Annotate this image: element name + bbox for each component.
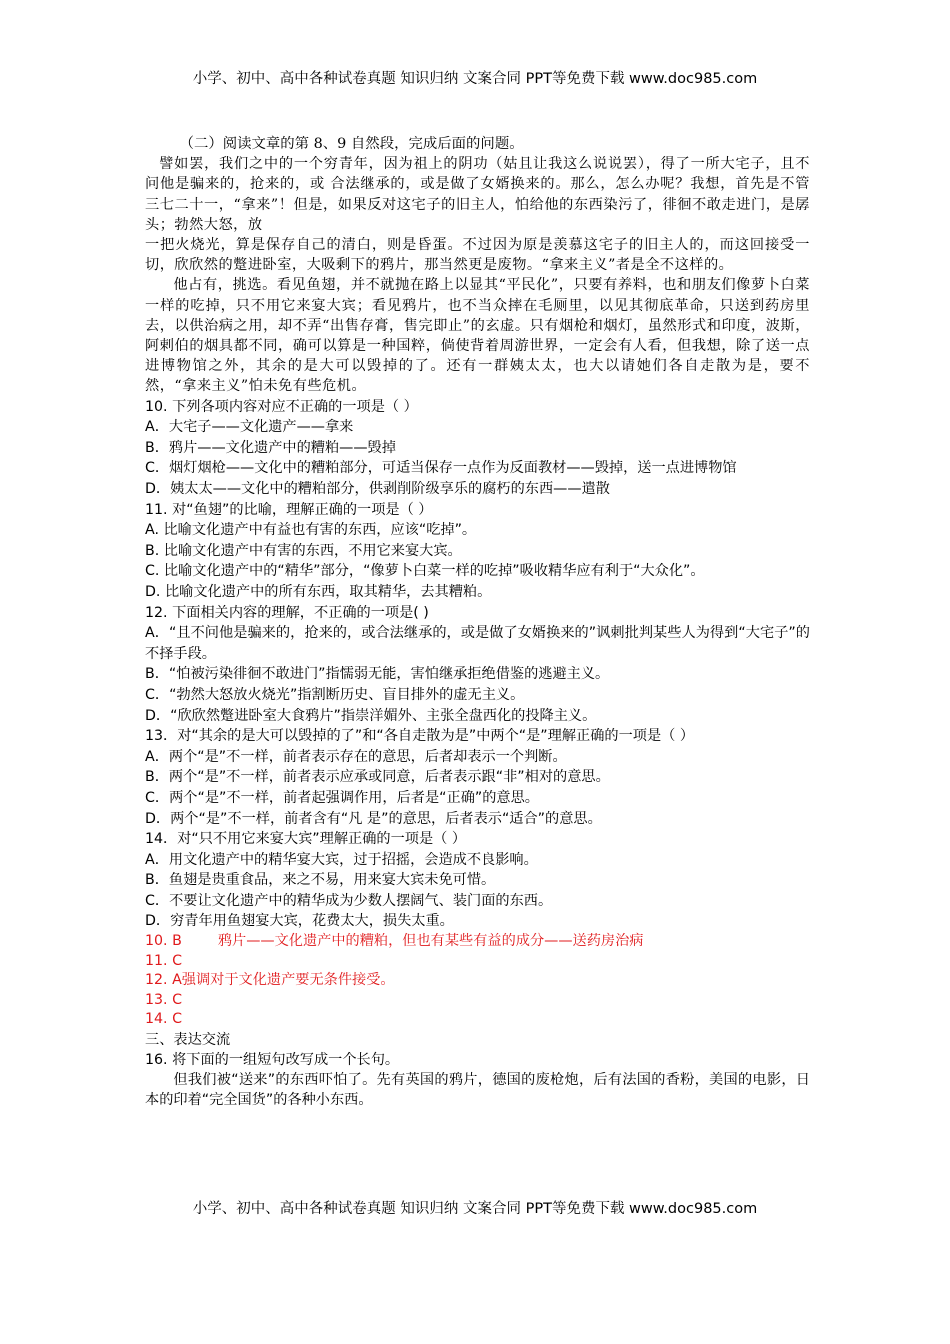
option-a: A. 比喻文化遗产中有益也有害的东西，应该“吃掉”。 [145, 522, 477, 539]
option-d: D．姨太太——文化中的糟粕部分，供剥削阶级享乐的腐朽的东西——遣散 [145, 481, 610, 498]
answer-12 [145, 971, 810, 991]
option-a: A．“且不问他是骗来的，抢来的，或合法继承的，或是做了女婿换来的”讽刺批判某些人为得到“大宅子”的不择手段。 [145, 625, 810, 662]
option-b: B．鱼翅是贵重食品，来之不易，用来宴大宾未免可惜。 [145, 872, 496, 889]
answer-10 [145, 932, 810, 952]
question-11 [145, 500, 810, 603]
question-stem: 11. 对“鱼翅”的比喻，理解正确的一项是（ ） [145, 501, 433, 518]
section-title: （二）阅读文章的第 8、9 自然段，完成后面的问题。 [179, 136, 524, 152]
passage-paragraph-1b: 一把火烧光，算是保存自己的清白，则是昏蛋。不过因为原是羡慕这宅子的旧主人的，而这回接受一切，欣欣然的蹩进卧室，大吸剩下的鸦片，那当然更是废物。“拿来主义”者是全不这样的。 [145, 237, 810, 274]
question-12 [145, 603, 810, 727]
reading-passage [145, 154, 810, 396]
part-three-title: 三、表达交流 [145, 1032, 231, 1049]
option-b: B．两个“是”不一样，前者表示应承或同意，后者表示跟“非”相对的意思。 [145, 769, 610, 786]
option-b: B. 比喻文化遗产中有害的东西，不用它来宴大宾。 [145, 542, 462, 559]
answer-number: 12. A [145, 972, 182, 989]
answer-13 [145, 991, 810, 1011]
option-c: C. 比喻文化遗产中的“精华”部分，“像萝卜白菜一样的吃掉”吸收精华应有利于“大众化”。 [145, 563, 705, 580]
answer-key [145, 932, 810, 1030]
option-d: D．穷青年用鱼翅宴大宾，花费太大，损失太重。 [145, 913, 454, 930]
answer-number: 14. C [145, 1011, 182, 1028]
option-c: C．烟灯烟枪——文化中的糟粕部分，可适当保存一点作为反面教材——毁掉，送一点进博物馆 [145, 460, 737, 477]
option-c: C．两个“是”不一样，前者起强调作用，后者是“正确”的意思。 [145, 789, 539, 806]
question-stem: 14．对“只不用它来宴大宾”理解正确的一项是（ ） [145, 831, 467, 848]
question-16-stem: 16. 将下面的一组短句改写成一个长句。 [145, 1052, 400, 1069]
option-a: A．两个“是”不一样，前者表示存在的意思，后者却表示一个判断。 [145, 748, 567, 765]
page-footer: 小学、初中、高中各种试卷真题 知识归纳 文案合同 PPT等免费下载 www.doc985.com [192, 1201, 758, 1217]
passage-paragraph-2: 他占有，挑选。看见鱼翅，并不就抛在路上以显其“平民化”，只要有养料，也和朋友们像萝卜白菜一样的吃掉，只不用它来宴大宾；看见鸦片，也不当众摔在毛厕里，以见其彻底革命，只送到药房里去，以供治病之用，却不弄“出售存膏，售完即止”的玄虚。只有烟枪和烟灯，虽然形式和印度，波斯，阿剌伯的烟具都不同，确可以算是一种国粹，倘使背着周游世界，一定会有人看，但我想，除了送一点进博物馆之外，其余的是大可以毁掉的了。还有一群姨太太，也大以请她们各自走散为是，要不然，“拿来主义”怕未免有些危机。 [145, 277, 810, 395]
question-stem: 12. 下面相关内容的理解，不正确的一项是( ) [145, 604, 429, 621]
option-d: D．两个“是”不一样，前者含有“凡 是”的意思，后者表示“适合”的意思。 [145, 810, 602, 827]
answer-number: 11. C [145, 952, 182, 969]
answer-explanation: 鸦片——文化遗产中的糟粕，但也有某些有益的成分——送药房治病 [217, 933, 644, 950]
answer-explanation: 强调对于文化遗产要无条件接受。 [181, 972, 395, 989]
question-13 [145, 726, 810, 829]
option-c: C．不要让文化遗产中的精华成为少数人摆阔气、装门面的东西。 [145, 892, 553, 909]
option-d: D. 比喻文化遗产中的所有东西，取其精华，去其糟粕。 [145, 583, 492, 600]
part-three [145, 1030, 810, 1110]
option-a: A．用文化遗产中的精华宴大宾，过于招摇，会造成不良影响。 [145, 851, 538, 868]
document-body [145, 134, 810, 1110]
option-b: B．“怕被污染徘徊不敢进门”指懦弱无能，害怕继承拒绝借鉴的逃避主义。 [145, 666, 610, 683]
question-stem: 10. 下列各项内容对应不正确的一项是（ ） [145, 398, 418, 415]
question-10 [145, 397, 810, 500]
question-16-text: 但我们被“送来”的东西吓怕了。先有英国的鸦片，德国的废枪炮，后有法国的香粉，美国的电影，日本的印着“完全国货”的各种小东西。 [145, 1072, 810, 1109]
option-c: C．“勃然大怒放火烧光”指割断历史、盲目排外的虚无主义。 [145, 686, 525, 703]
option-a: A．大宅子——文化遗产——拿来 [145, 419, 354, 436]
question-14 [145, 829, 810, 932]
answer-number: 10. B [145, 933, 182, 950]
answer-number: 13. C [145, 991, 182, 1008]
page-header: 小学、初中、高中各种试卷真题 知识归纳 文案合同 PPT等免费下载 www.doc985.com [192, 71, 758, 87]
option-d: D．“欣欣然蹩进卧室大食鸦片”指崇洋媚外、主张全盘西化的投降主义。 [145, 707, 597, 724]
question-stem: 13．对“其余的是大可以毁掉的了”和“各自走散为是”中两个“是”理解正确的一项是（ ） [145, 728, 695, 745]
answer-11 [145, 952, 810, 972]
option-b: B．鸦片——文化遗产中的糟粕——毁掉 [145, 439, 396, 456]
passage-paragraph-1a: 譬如罢，我们之中的一个穷青年，因为祖上的阴功（姑且让我这么说说罢），得了一所大宅子，且不问他是骗来的，抢来的，或 合法继承的，或是做了女婿换来的。那么，怎么办呢？我想，首先是不管三七二十一，“拿来”！但是，如果反对这宅子的旧主人，怕给他的东西染污了，徘徊不敢走进门，是孱头；勃然大怒，放 [145, 156, 810, 233]
answer-14 [145, 1010, 810, 1030]
